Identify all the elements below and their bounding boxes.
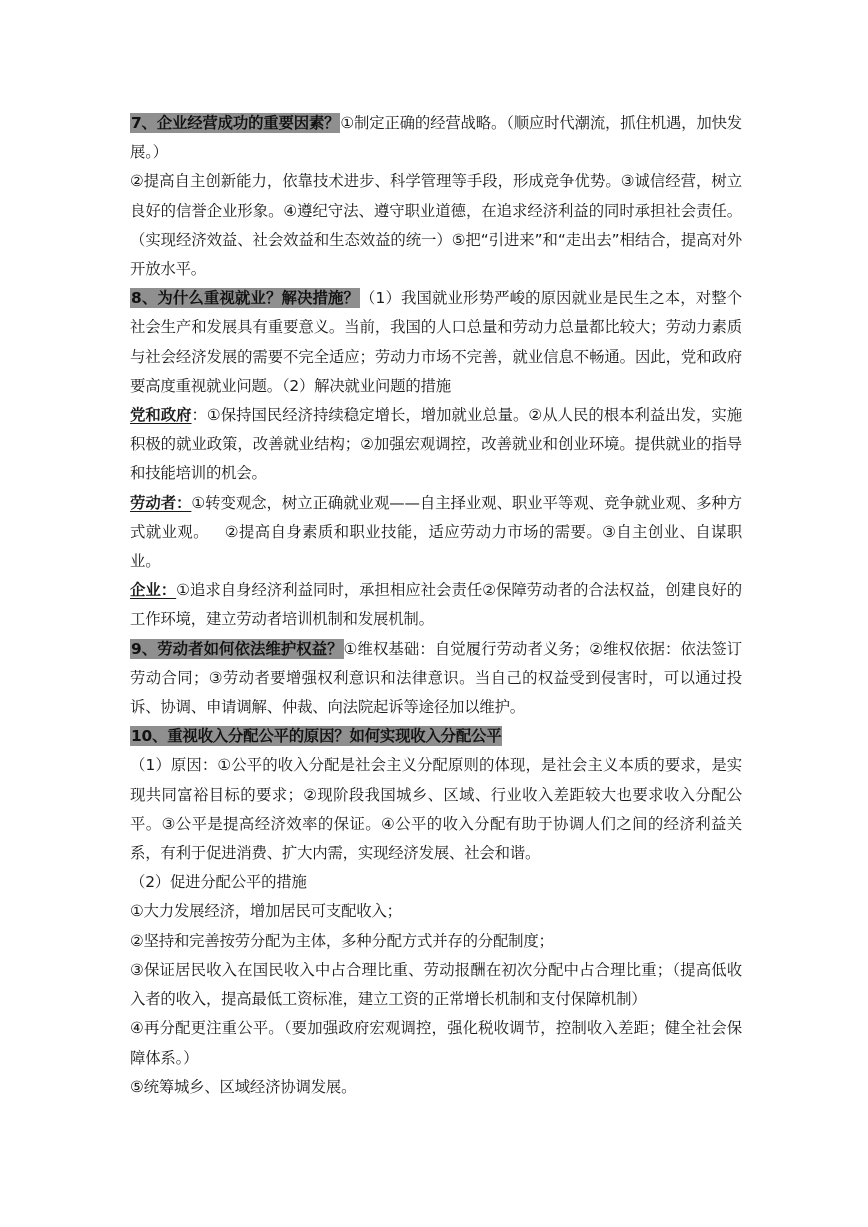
q10-measure-2: ②坚持和完善按劳分配为主体，多种分配方式并存的分配制度； (130, 931, 554, 950)
q8-worker-label: 劳动者： (130, 493, 192, 512)
q9-text: ①维权基础：自觉履行劳动者义务；②维权依据：依法签订劳动合同；③劳动者要增强权利意识和法律意识。当自己的权益受到侵害时，可以通过投诉、协调、申请调解、仲裁、向法院起诉等途径加以维护。 (130, 639, 742, 717)
q7-heading: 7、企业经营成功的重要因素？ (131, 114, 340, 132)
q9-heading: 9、劳动者如何依法维护权益？ (131, 639, 343, 658)
q9-paragraph (130, 635, 742, 723)
q8-heading: 8、为什么重视就业？解决措施？ (131, 289, 360, 308)
q10-heading: 10、重视收入分配公平的原因？如何实现收入分配公平 (131, 727, 502, 746)
q7-text-1: ①制定正确的经营战略。（顺应时代潮流，抓住机遇，加快发展。） (130, 114, 742, 162)
q10-measure-1: ①大力发展经济，增加居民可支配收入； (130, 902, 402, 921)
q10-measure-4: ④再分配更注重公平。（要加强政府宏观调控，强化税收调节，控制收入差距；健全社会保障体系。） (130, 1019, 742, 1067)
q8-worker-text: ①转变观念，树立正确就业观——自主择业观、职业平等观、竞争就业观、多种方式就业观。 ②提高自身素质和职业技能，适应劳动力市场的需要。③自主创业、自谋职业。 (130, 493, 742, 571)
q8-party-paragraph (130, 401, 742, 489)
q8-paragraph-intro (130, 284, 742, 401)
q8-party-label: 党和政府 (130, 406, 192, 425)
q10-measure-3: ③保证居民收入在国民收入中占合理比重、劳动报酬在初次分配中占合理比重；（提高低收入者的收入，提高最低工资标准，建立工资的正常增长机制和支付保障机制） (130, 960, 742, 1009)
q8-worker-paragraph (130, 489, 742, 577)
q7-paragraph-2: ②提高自主创新能力，依靠技术进步、科学管理等手段，形成竞争优势。③诚信经营，树立良好的信誉企业形象。④遵纪守法、遵守职业道德，在追求经济利益的同时承担社会责任。（实现经济效益、社会效益和生态效益的统一）⑤把“引进来”和“走出去”相结合，提高对外开放水平。 (130, 172, 742, 279)
q7-paragraph-1 (130, 109, 742, 167)
q10-heading-line (130, 722, 742, 751)
q8-enterprise-paragraph (130, 576, 742, 634)
q10-measures-title: （2）促进分配公平的措施 (130, 873, 307, 892)
q10-measure-5: ⑤统筹城乡、区域经济协调发展。 (130, 1077, 357, 1096)
document-page (130, 109, 742, 1102)
q8-intro-text: （1）我国就业形势严峻的原因就业是民生之本，对整个社会生产和发展具有重要意义。当前，我国的人口总量和劳动力总量都比较大；劳动力素质与社会经济发展的需要不完全适应；劳动力市场不完善，就业信息不畅通。因此，党和政府要高度重视就业问题。（2）解决就业问题的措施 (130, 289, 742, 395)
q8-party-text: ：①保持国民经济持续稳定增长，增加就业总量。②从人民的根本利益出发，实施积极的就业政策，改善就业结构；②加强宏观调控，改善就业和创业环境。提供就业的指导和技能培训的机会。 (130, 406, 742, 483)
q10-reasons: （1）原因：①公平的收入分配是社会主义分配原则的体现，是社会主义本质的要求，是实现共同富裕目标的要求；②现阶段我国城乡、区域、行业收入差距较大也要求收入分配公平。③公平是提高经济效率的保证。④公平的收入分配有助于协调人们之间的经济利益关系，有利于促进消费、扩大内需，实现经济发展、社会和谐。 (130, 756, 742, 863)
q8-enterprise-text: ①追求自身经济利益同时，承担相应社会责任②保障劳动者的合法权益，创建良好的工作环境，建立劳动者培训机制和发展机制。 (130, 581, 742, 629)
q8-enterprise-label: 企业： (130, 581, 177, 600)
